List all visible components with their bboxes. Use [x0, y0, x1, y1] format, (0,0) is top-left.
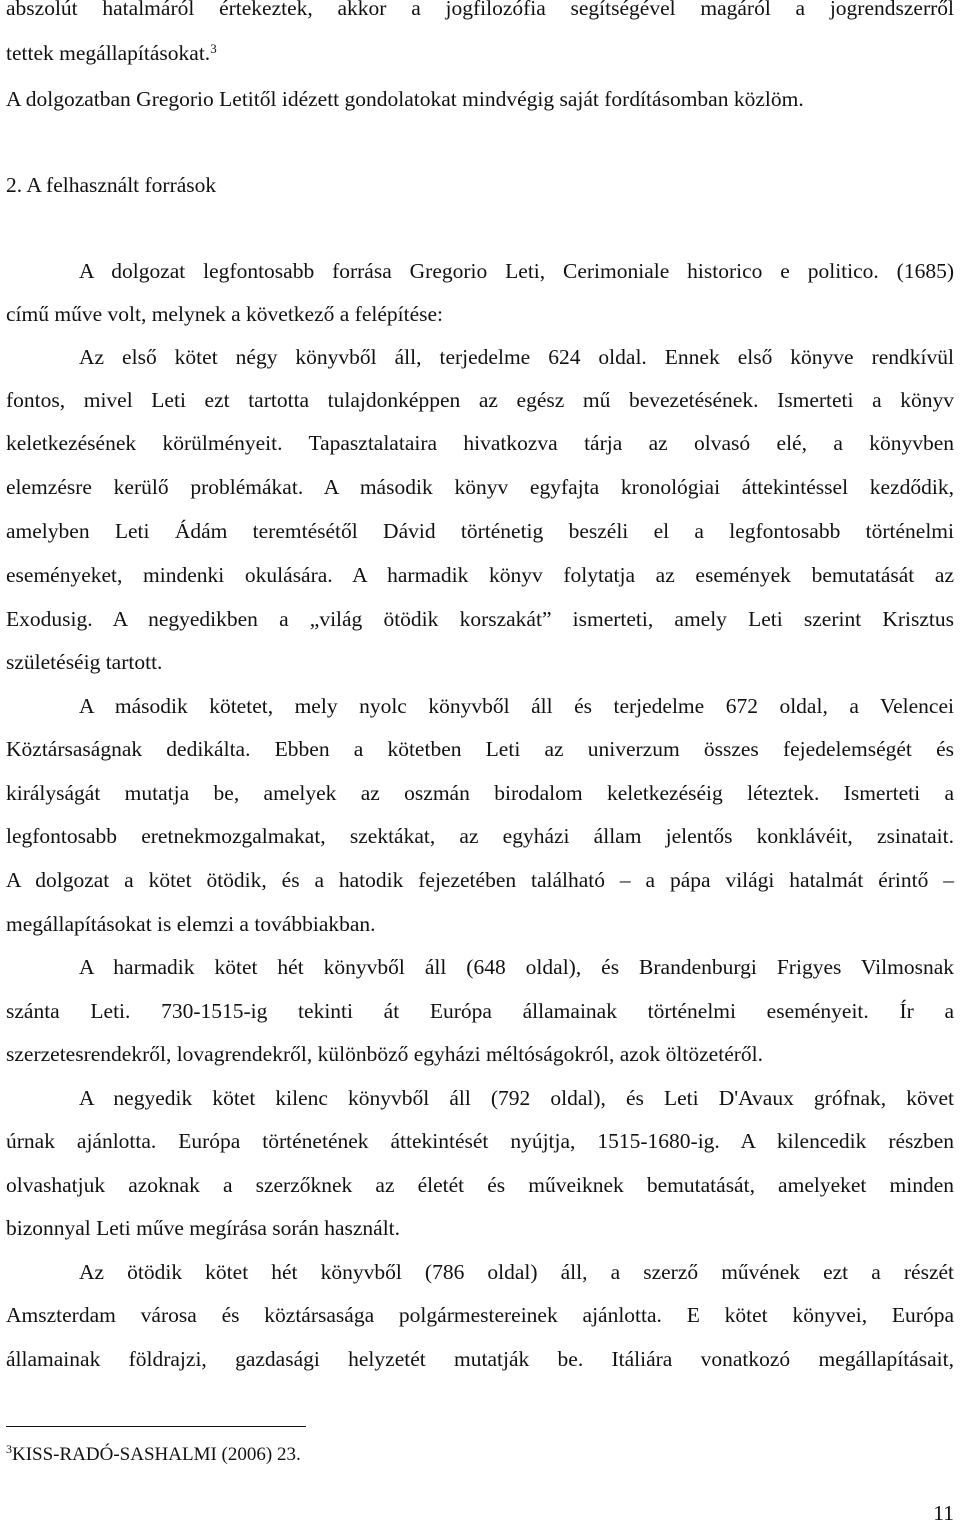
text-line: Exodusig. A negyedikben a „világ ötödik korszakát” ismerteti, amely Leti szerint Krisztus — [6, 607, 954, 631]
text-line — [6, 40, 954, 66]
text-line: amelyben Leti Ádám teremtésétől Dávid történetig beszéli el a legfontosabb történelmi — [6, 519, 954, 543]
text-line: A második kötetet, mely nyolc könyvből áll és terjedelme 672 oldal, a Velencei — [79, 694, 954, 718]
text-line-content: tettek megállapításokat. — [6, 41, 211, 65]
text-line: A dolgozatban Gregorio Letitől idézett gondolatokat mindvégig saját fordításomban közlöm. — [6, 87, 804, 111]
text-line: Köztársaságnak dedikálta. Ebben a kötetben Leti az univerzum összes fejedelemségét és — [6, 737, 954, 761]
text-line: megállapításokat is elemzi a továbbiakban. — [6, 912, 376, 936]
text-line: abszolút hatalmáról értekeztek, akkor a jogfilozófia segítségével magáról a jogrendszerről — [6, 0, 954, 20]
text-line: elemzésre kerülő problémákat. A második könyv egyfajta kronológiai áttekintéssel kezdődik, — [6, 475, 954, 499]
text-line: államainak földrajzi, gazdasági helyzetét mutatják be. Itáliára vonatkozó megállapításait, — [6, 1347, 954, 1371]
text-line: olvashatjuk azoknak a szerzőknek az életét és műveiknek bemutatását, amelyeket minden — [6, 1173, 954, 1197]
text-line: szerzetesrendekről, lovagrendekről, különböző egyházi méltóságokról, azok öltözetéről. — [6, 1042, 763, 1066]
text-line: A negyedik kötet kilenc könyvből áll (792 oldal), és Leti D'Avaux grófnak, követ — [79, 1086, 954, 1110]
footnote — [6, 1443, 301, 1468]
footnote-number: 3 — [6, 1442, 12, 1456]
text-line: születéséig tartott. — [6, 650, 163, 674]
text-line: fontos, mivel Leti ezt tartotta tulajdonképpen az egész mű bevezetésének. Ismerteti a könyv — [6, 388, 954, 412]
text-line: Amszterdam városa és köztársasága polgármestereinek ajánlotta. E kötet könyvei, Európa — [6, 1303, 954, 1327]
footnote-reference: 3 — [210, 41, 217, 56]
page-number: 11 — [933, 1501, 954, 1525]
text-line: legfontosabb eretnekmozgalmakat, szektákat, az egyházi állam jelentős konklávéit, zsinatait. — [6, 824, 954, 848]
text-line: című műve volt, melynek a következő a felépítése: — [6, 302, 444, 326]
text-line: keletkezésének körülményeit. Tapasztalataira hivatkozva tárja az olvasó elé, a könyvben — [6, 431, 954, 455]
text-line: Az ötödik kötet hét könyvből (786 oldal) áll, a szerző művének ezt a részét — [79, 1260, 954, 1284]
text-line: királyságát mutatja be, amelyek az oszmán birodalom keletkezéséig léteztek. Ismerteti a — [6, 781, 954, 805]
footnote-divider — [6, 1426, 306, 1427]
text-line: bizonnyal Leti műve megírása során használt. — [6, 1216, 401, 1240]
text-line: A dolgozat legfontosabb forrása Gregorio Leti, Cerimoniale historico e politico. (1685) — [79, 259, 954, 283]
text-line: A dolgozat a kötet ötödik, és a hatodik fejezetében található – a pápa világi hatalmát érintő – — [6, 868, 954, 892]
text-line: A harmadik kötet hét könyvből áll (648 oldal), és Brandenburgi Frigyes Vilmosnak — [79, 955, 954, 979]
text-line: szánta Leti. 730-1515-ig tekinti át Európa államainak történelmi eseményeit. Ír a — [6, 999, 954, 1023]
footnote-text: KISS-RADÓ-SASHALMI (2006) 23. — [12, 1444, 301, 1465]
text-line: Az első kötet négy könyvből áll, terjedelme 624 oldal. Ennek első könyve rendkívül — [79, 345, 954, 369]
section-heading: 2. A felhasznált források — [6, 173, 217, 197]
text-line: úrnak ajánlotta. Európa történetének áttekintését nyújtja, 1515-1680-ig. A kilencedik részben — [6, 1129, 954, 1153]
text-line: eseményeket, mindenki okulására. A harmadik könyv folytatja az események bemutatását az — [6, 563, 954, 587]
